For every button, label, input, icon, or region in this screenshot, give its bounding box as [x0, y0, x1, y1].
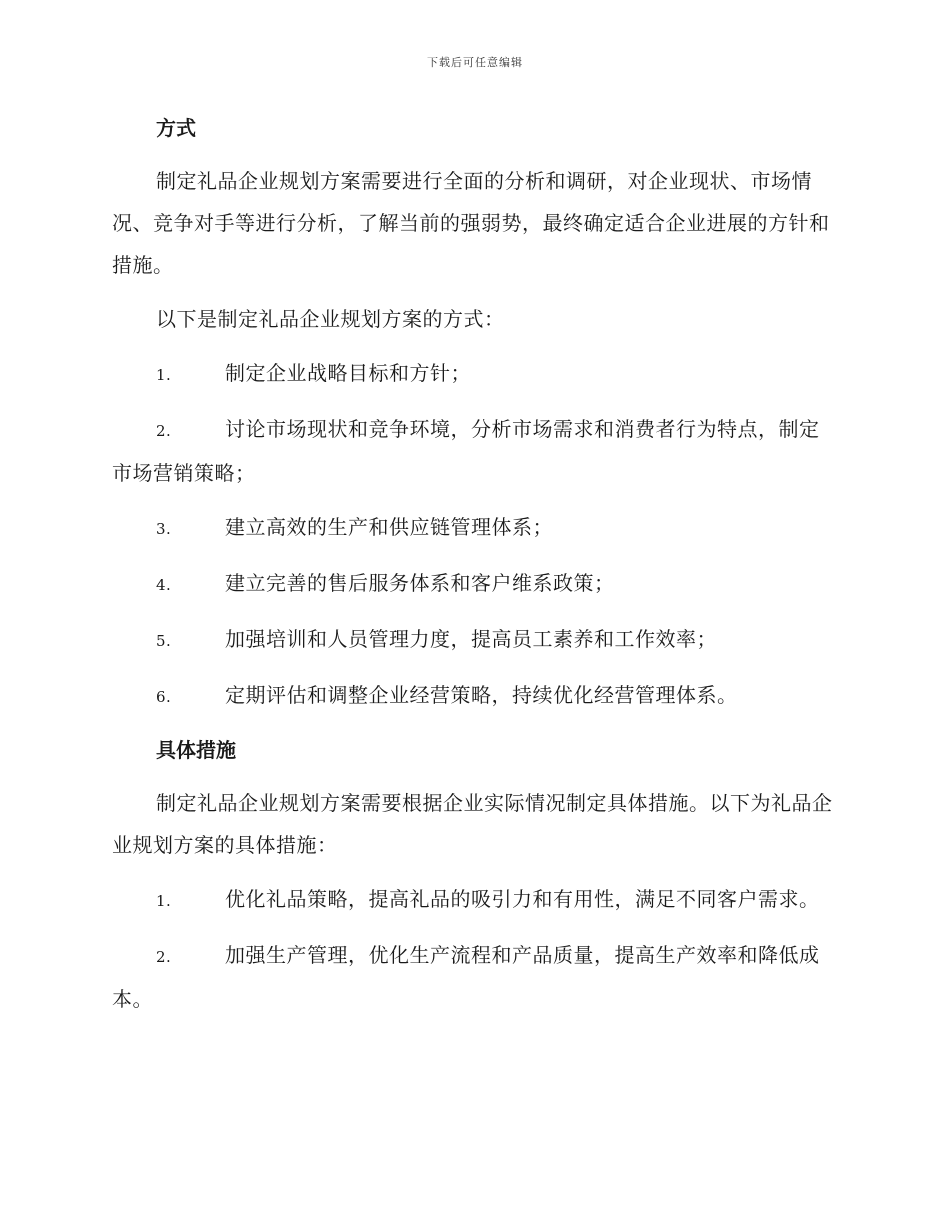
- page-header: 下载后可任意编辑: [427, 56, 523, 69]
- list-item-number: 4.: [156, 576, 172, 594]
- list-item-text: 建立高效的生产和供应链管理体系；: [225, 515, 553, 539]
- methods-lead-paragraph: 以下是制定礼品企业规划方案的方式：: [156, 307, 505, 331]
- methods-list-item: [112, 506, 834, 550]
- document-body: [112, 108, 834, 1032]
- section-heading-methods: 方式: [156, 116, 196, 140]
- measures-list-item: [112, 934, 834, 1020]
- list-item-text: 加强生产管理，优化生产流程和产品质量，提高生产效率和降低成本。: [112, 943, 820, 1011]
- methods-intro-paragraph: 制定礼品企业规划方案需要进行全面的分析和调研，对企业现状、市场情况、竞争对手等进行分析，了解当前的强弱势，最终确定适合企业进展的方针和措施。: [112, 169, 830, 277]
- methods-list-item: [112, 408, 834, 494]
- list-item-number: 3.: [156, 520, 172, 538]
- list-item-text: 制定企业战略目标和方针；: [225, 361, 471, 385]
- measures-list-item: [112, 878, 834, 922]
- list-item-number: 5.: [156, 632, 172, 650]
- list-item-text: 建立完善的售后服务体系和客户维系政策；: [225, 571, 615, 595]
- methods-list-item: [112, 352, 834, 396]
- list-item-number: 6.: [156, 688, 172, 706]
- list-item-text: 优化礼品策略，提高礼品的吸引力和有用性，满足不同客户需求。: [225, 887, 820, 911]
- list-item-number: 1.: [156, 366, 172, 384]
- list-item-number: 1.: [156, 892, 172, 910]
- list-item-number: 2.: [156, 948, 172, 966]
- methods-list-item: [112, 562, 834, 606]
- list-item-text: 定期评估和调整企业经营策略，持续优化经营管理体系。: [225, 683, 738, 707]
- methods-list-item: [112, 674, 834, 718]
- section-heading-measures: 具体措施: [156, 738, 236, 762]
- list-item-text: 加强培训和人员管理力度，提高员工素养和工作效率；: [225, 627, 717, 651]
- methods-list-item: [112, 618, 834, 662]
- list-item-number: 2.: [156, 422, 172, 440]
- measures-intro-paragraph: 制定礼品企业规划方案需要根据企业实际情况制定具体措施。以下为礼品企业规划方案的具体措施：: [112, 791, 833, 857]
- list-item-text: 讨论市场现状和竞争环境，分析市场需求和消费者行为特点，制定市场营销策略；: [112, 417, 820, 485]
